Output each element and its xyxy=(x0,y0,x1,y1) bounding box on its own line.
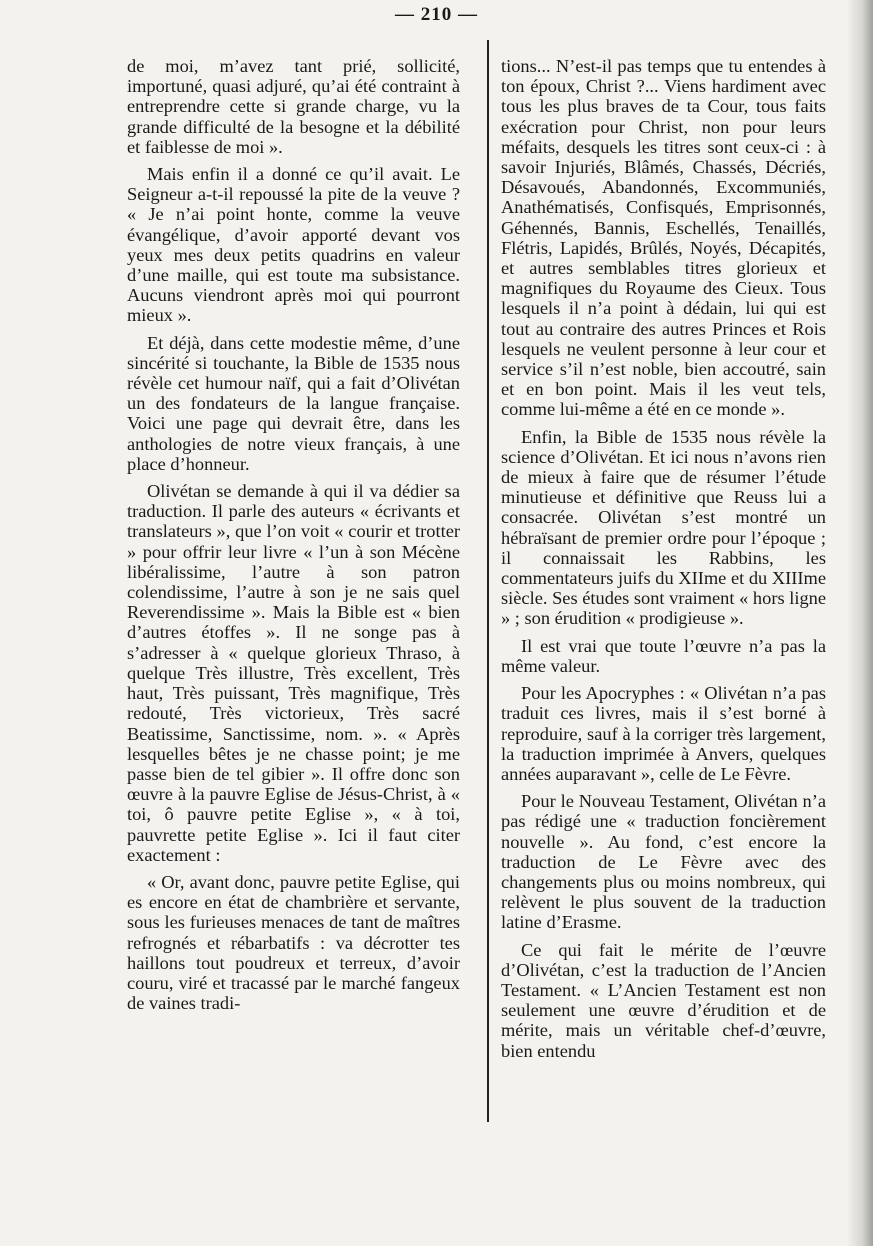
paragraph: Il est vrai que toute l’œuvre n’a pas la même valeur. xyxy=(501,635,826,676)
paragraph: Ce qui fait le mérite de l’œuvre d’Olivétan, c’est la traduction de l’Ancien Testament. « L’Ancien Testament est non seulement une œuvre d’érudition et de mérite, mais un véritable chef-d’œuvre, bien entendu xyxy=(501,939,826,1061)
left-column xyxy=(127,56,460,1020)
paragraph: Mais enfin il a donné ce qu’il avait. Le Seigneur a-t-il repoussé la pite de la veuve ? « Je n’ai point honte, comme la veuve évangélique, d’avoir apporté devant vos yeux mes deux petits quadrins en valeur d’une maille, qui est toute ma subsistance. Aucuns viendront après moi qui pourront mieux ». xyxy=(127,164,460,326)
right-column xyxy=(501,56,826,1068)
scan-edge-shadow xyxy=(847,0,873,1246)
paragraph: Olivétan se demande à qui il va dédier sa traduction. Il parle des auteurs « écrivants et translateurs », que l’on voit « courir et trotter » pour offrir leur livre « l’un à son Mécène libéralissime, l’autre à son patron colendissime, l’autre à son je ne sais quel Reverendissime ». Mais la Bible est « bien d’autres étoffes ». Il ne songe pas à s’adresser à « quelque glorieux Thraso, à quelque Très illustre, Très excellent, Très haut, Très puissant, Très magnifique, Très redouté, Très victorieux, Très sacré Beatissime, Sanctissime, nom. ». « Après lesquelles bêtes je ne chasse point; je me passe bien de tel gibier ». Il offre donc son œuvre à la pauvre Eglise de Jésus-Christ, à « toi, ô pauvre petite Eglise », « à toi, pauvrette petite Eglise ». Ici il faut citer exactement : xyxy=(127,481,460,865)
page-number: — 210 — xyxy=(395,4,478,25)
paragraph: Pour les Apocryphes : « Olivétan n’a pas traduit ces livres, mais il s’est borné à reproduire, sauf à la corriger très largement, la traduction imprimée à Anvers, quelques années auparavant », celle de Le Fèvre. xyxy=(501,683,826,784)
column-divider xyxy=(487,40,489,1122)
paragraph: « Or, avant donc, pauvre petite Eglise, qui es encore en état de chambrière et servante, sous les furieuses menaces de tant de maîtres refrognés et rébarbatifs : va décrotter tes haillons tout poudreux et terreux, d’avoir couru, viré et tracassé par le marché fangeux de vaines tradi- xyxy=(127,871,460,1014)
paragraph: Et déjà, dans cette modestie même, d’une sincérité si touchante, la Bible de 1535 nous révèle cet humour naïf, qui a fait d’Olivétan un des fondateurs de la langue française. Voici une page qui devrait être, dans les anthologies de notre vieux français, à une place d’honneur. xyxy=(127,332,460,474)
paragraph: Enfin, la Bible de 1535 nous révèle la science d’Olivétan. Et ici nous n’avons rien de mieux à faire que de résumer l’étude minutieuse et définitive que Reuss lui a consacrée. Olivétan s’est montré un hébraïsant de premier ordre pour l’époque ; il connaissait les Rabbins, les commentateurs juifs du XIIme et du XIIIme siècle. Ses études sont vraiment « hors ligne » ; son érudition « prodigieuse ». xyxy=(501,426,826,629)
paragraph: tions... N’est-il pas temps que tu entendes à ton époux, Christ ?... Viens hardiment avec tous les plus braves de ta Cour, tous faits exécration pour Christ, non pour leurs méfaits, desquels les titres sont ceux-ci : à savoir Injuriés, Blâmés, Chassés, Décriés, Désavoués, Abandonnés, Excommuniés, Anathématisés, Confisqués, Emprisonnés, Géhennés, Bannis, Eschellés, Tenaillés, Flétris, Lapidés, Brûlés, Noyés, Décapités, et autres semblables titres glorieux et magnifiques du Royaume des Cieux. Tous lesquels il n’a point à dédain, lui qui est tout au contraire des autres Princes et Rois lesquels ne veulent personne à leur cour et service s’il n’est noble, bien accoutré, sain et en bon point. Mais il les veut tels, comme lui-même a été en ce monde ». xyxy=(501,56,826,420)
paragraph: Pour le Nouveau Testament, Olivétan n’a pas rédigé une « traduction foncièrement nouvelle ». Au fond, c’est encore la traduction de Le Fèvre avec des changements plus ou moins nombreux, qui relèvent le plus souvent de la traduction latine d’Erasme. xyxy=(501,791,826,933)
paragraph: de moi, m’avez tant prié, sollicité, importuné, quasi adjuré, qu’ai été contraint à entreprendre cette si grande charge, vu la grande difficulté de la besogne et la débilité et faiblesse de moi ». xyxy=(127,56,460,157)
